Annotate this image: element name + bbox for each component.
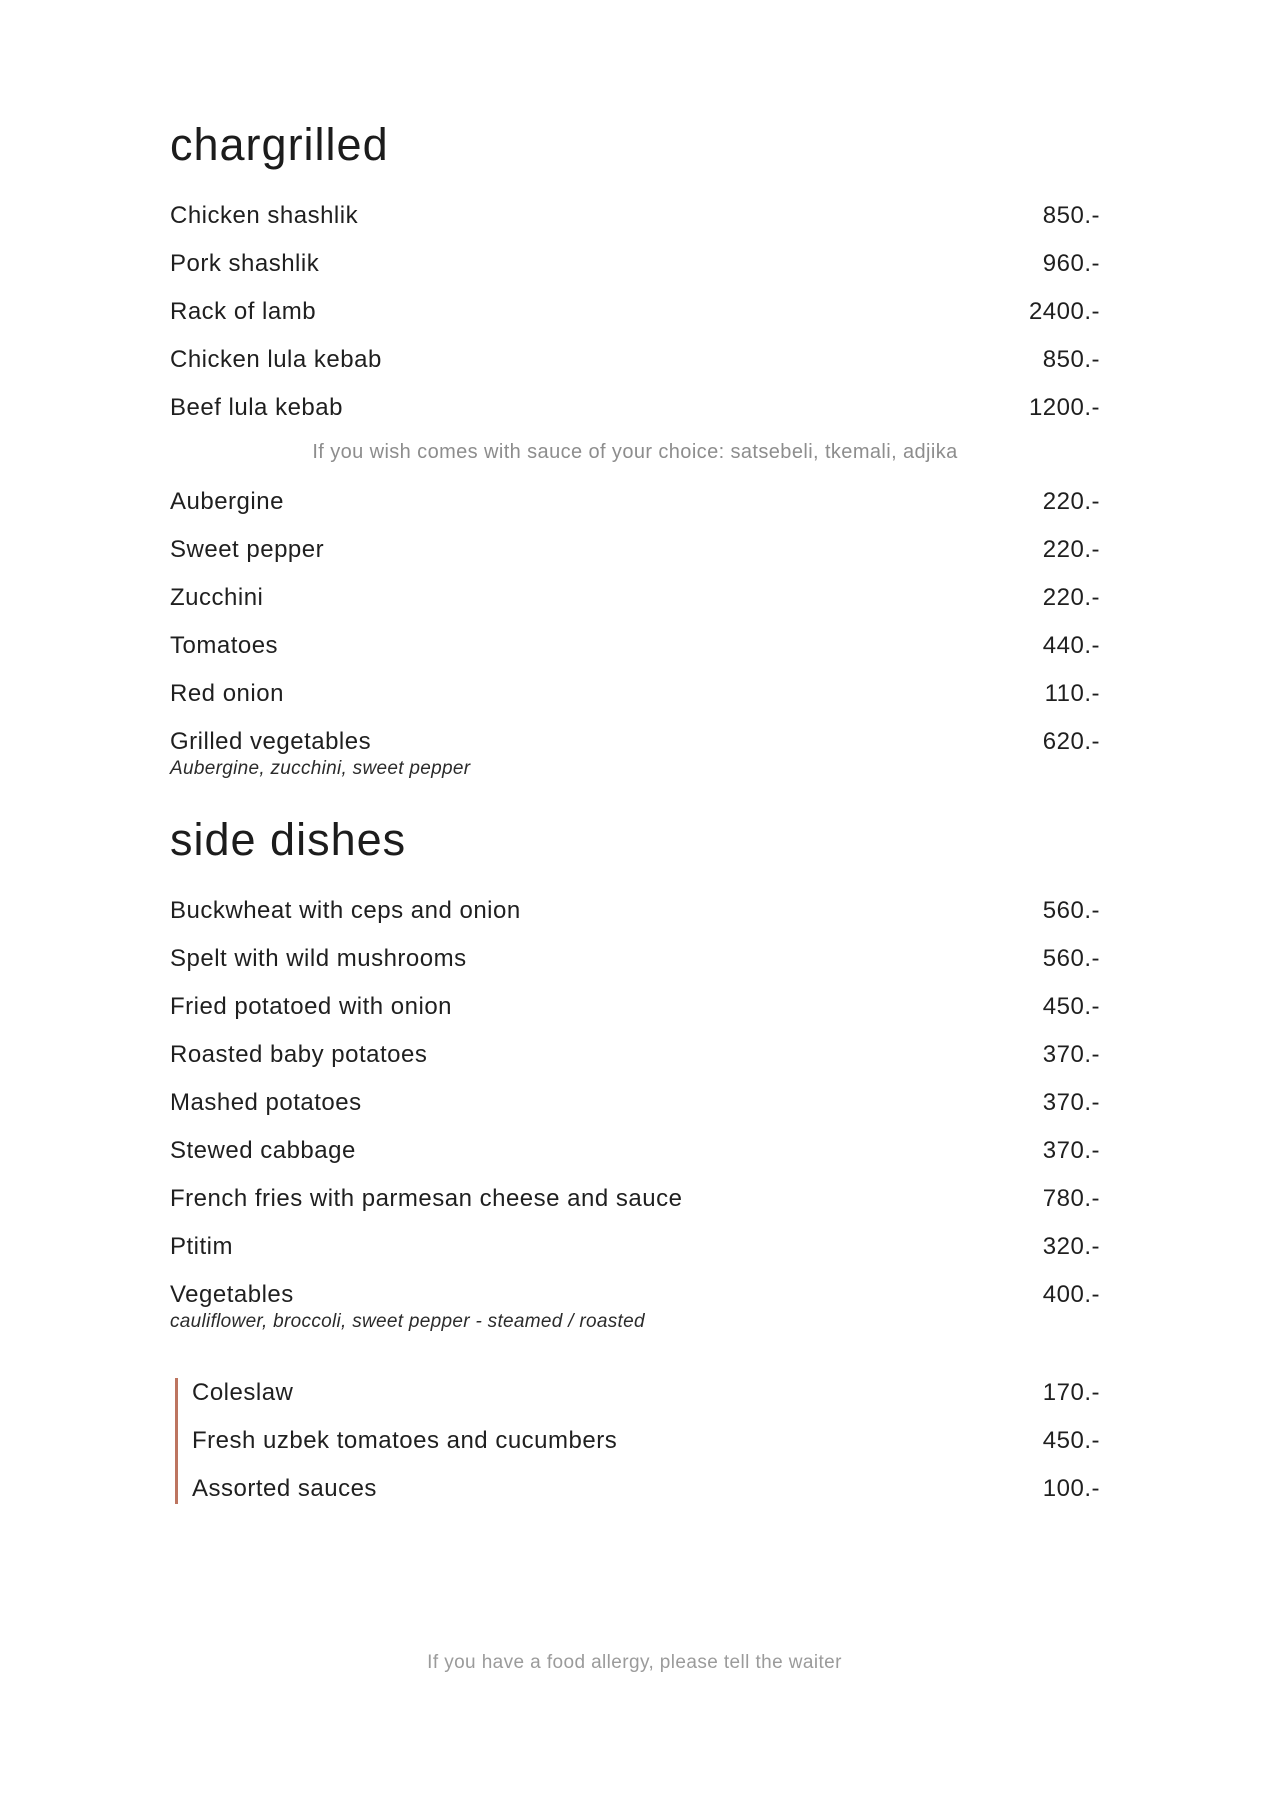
accent-bar-group: [175, 1378, 1100, 1504]
item-price: 370.-: [1042, 1041, 1100, 1068]
item-price: 440.-: [1042, 632, 1100, 659]
item-name: Ptitim: [170, 1233, 233, 1260]
menu-item-row: [192, 1378, 1100, 1408]
item-price: 560.-: [1042, 897, 1100, 924]
side-dishes-list: [170, 896, 1100, 1334]
item-name: Roasted baby potatoes: [170, 1041, 428, 1068]
menu-item-row: [170, 1040, 1100, 1070]
item-name: Pork shashlik: [170, 250, 320, 277]
item-name: Aubergine: [170, 488, 284, 515]
menu-item-row: [170, 487, 1100, 517]
item-price: 370.-: [1042, 1137, 1100, 1164]
item-price: 2400.-: [1028, 298, 1100, 325]
menu-item-row: [170, 992, 1100, 1022]
item-name: Tomatoes: [170, 632, 279, 659]
menu-item-row: [192, 1474, 1100, 1504]
item-name: Mashed potatoes: [170, 1089, 362, 1116]
item-price: 780.-: [1042, 1185, 1100, 1212]
chargrilled-vegetable-list: [170, 487, 1100, 781]
item-price: 400.-: [1042, 1281, 1100, 1308]
item-price: 220.-: [1042, 536, 1100, 563]
item-name: Chicken lula kebab: [170, 346, 382, 373]
menu-item-row: [170, 345, 1100, 375]
section-title-chargrilled: chargrilled: [170, 119, 389, 170]
allergy-footer-note: If you have a food allergy, please tell the waiter: [427, 1652, 842, 1673]
item-price: 170.-: [1042, 1379, 1100, 1406]
item-price: 100.-: [1042, 1475, 1100, 1502]
item-price: 850.-: [1042, 346, 1100, 373]
item-name: Beef lula kebab: [170, 394, 343, 421]
chargrilled-meat-list: [170, 201, 1100, 423]
menu-item-row: [170, 944, 1100, 974]
menu-item-row: [170, 727, 1100, 757]
item-name: Red onion: [170, 680, 284, 707]
item-price: 450.-: [1042, 993, 1100, 1020]
item-name: Buckwheat with ceps and onion: [170, 897, 521, 924]
item-name: Assorted sauces: [192, 1475, 377, 1502]
item-price: 220.-: [1042, 488, 1100, 515]
item-description: cauliflower, broccoli, sweet pepper - steamed / roasted: [170, 1311, 645, 1332]
item-price: 370.-: [1042, 1089, 1100, 1116]
sauce-choice-note: If you wish comes with sauce of your choice: satsebeli, tkemali, adjika: [312, 441, 958, 463]
menu-item-row: [170, 535, 1100, 565]
menu-item-row: [170, 393, 1100, 423]
item-name: Zucchini: [170, 584, 264, 611]
menu-item-row: [170, 583, 1100, 613]
item-name: Stewed cabbage: [170, 1137, 356, 1164]
item-name: Sweet pepper: [170, 536, 325, 563]
item-name: Chicken shashlik: [170, 202, 359, 229]
menu-item-row: [170, 1232, 1100, 1262]
menu-item-row: [170, 1280, 1100, 1310]
item-price: 220.-: [1042, 584, 1100, 611]
item-name: Grilled vegetables: [170, 728, 372, 755]
item-price: 1200.-: [1028, 394, 1100, 421]
menu-item-row: [170, 896, 1100, 926]
menu-item-row: [170, 1088, 1100, 1118]
item-price: 320.-: [1042, 1233, 1100, 1260]
menu-item-row: [170, 249, 1100, 279]
item-price: 110.-: [1044, 680, 1100, 707]
item-name: Rack of lamb: [170, 298, 317, 325]
menu-item-row: [170, 1184, 1100, 1214]
menu-item-row: [170, 201, 1100, 231]
item-description: Aubergine, zucchini, sweet pepper: [170, 758, 471, 779]
item-name: Spelt with wild mushrooms: [170, 945, 467, 972]
menu-item-row: [192, 1426, 1100, 1456]
item-price: 960.-: [1042, 250, 1100, 277]
item-name: French fries with parmesan cheese and sauce: [170, 1185, 683, 1212]
item-name: Fried potatoed with onion: [170, 993, 453, 1020]
item-price: 560.-: [1042, 945, 1100, 972]
item-price: 850.-: [1042, 202, 1100, 229]
menu-item-row: [170, 1136, 1100, 1166]
item-name: Coleslaw: [192, 1379, 294, 1406]
item-name: Vegetables: [170, 1281, 294, 1308]
menu-item-row: [170, 297, 1100, 327]
section-title-side-dishes: side dishes: [170, 814, 407, 865]
item-name: Fresh uzbek tomatoes and cucumbers: [192, 1427, 618, 1454]
menu-item-row: [170, 679, 1100, 709]
menu-item-row: [170, 631, 1100, 661]
item-price: 450.-: [1042, 1427, 1100, 1454]
item-price: 620.-: [1042, 728, 1100, 755]
